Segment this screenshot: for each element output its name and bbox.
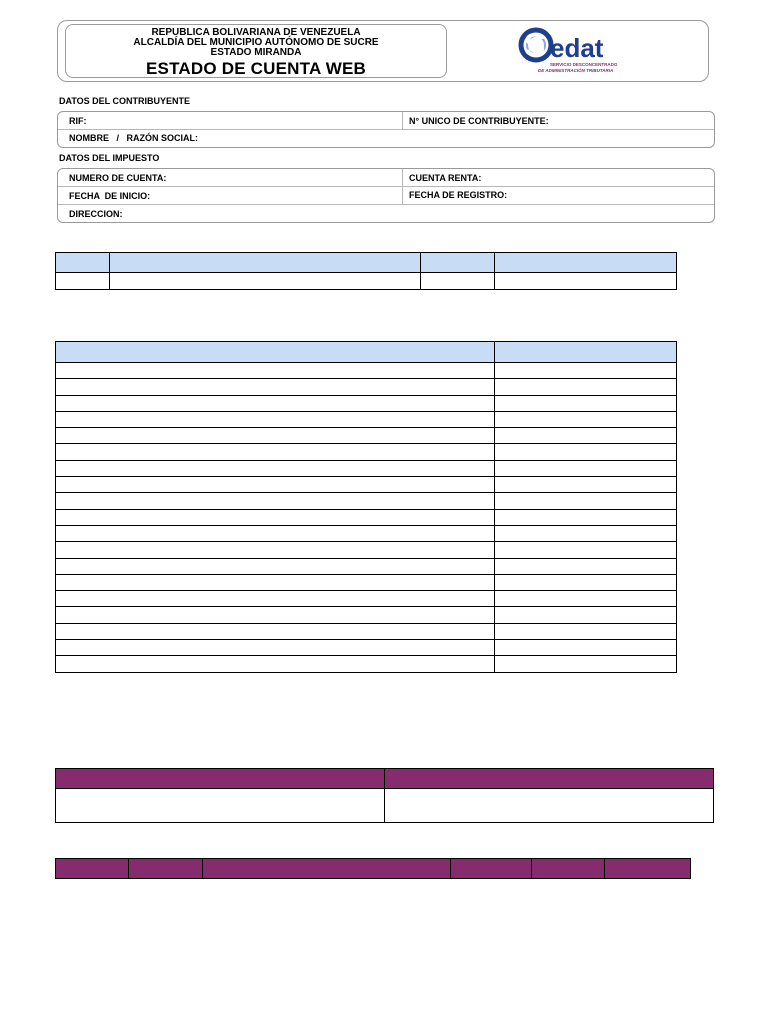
table-cell <box>56 273 110 290</box>
table-cell <box>56 428 495 444</box>
table-cell <box>56 411 495 427</box>
table-cell <box>495 411 677 427</box>
table-cell <box>56 460 495 476</box>
table-cell <box>56 509 495 525</box>
header-title-box <box>65 24 447 78</box>
header-line-estado: ESTADO MIRANDA <box>210 47 302 58</box>
table-header-row <box>56 769 714 789</box>
divider <box>58 129 714 130</box>
table-row <box>56 444 677 460</box>
table-cell <box>385 789 714 823</box>
divider <box>402 112 403 129</box>
table-cell <box>495 444 677 460</box>
logo-tagline-2: DE ADMINISTRACIÓN TRIBUTARIA <box>538 68 614 73</box>
table-row <box>56 640 677 656</box>
table-header-cell <box>56 342 495 363</box>
header-line-alcaldia: ALCALDÍA DEL MUNICIPIO AUTÓNOMO DE SUCRE <box>133 37 379 48</box>
table-row <box>56 428 677 444</box>
table-header-cell <box>495 342 677 363</box>
table-cell <box>56 493 495 509</box>
table-header-cell <box>605 859 691 879</box>
table-cell <box>495 525 677 541</box>
table-row <box>56 623 677 639</box>
table-cell <box>495 607 677 623</box>
table-header-cell <box>203 859 451 879</box>
table-cell <box>495 542 677 558</box>
table-cell <box>56 363 495 379</box>
table-cell <box>495 493 677 509</box>
table-cell <box>495 623 677 639</box>
sedat-logo-graphic <box>516 26 628 76</box>
table-header-cell <box>421 253 495 273</box>
table-row <box>56 273 677 290</box>
table-header-cell <box>451 859 532 879</box>
table-row <box>56 607 677 623</box>
page-title: ESTADO DE CUENTA WEB <box>146 59 366 78</box>
table-cell <box>56 444 495 460</box>
table-header-cell <box>56 859 129 879</box>
fecha-inicio-label: FECHA DE INICIO: <box>69 191 151 201</box>
numero-cuenta-label: NUMERO DE CUENTA: <box>69 173 167 183</box>
table-header-cell <box>110 253 421 273</box>
table-cell <box>56 591 495 607</box>
table-header-cell <box>495 253 677 273</box>
contribuyente-box <box>57 111 715 148</box>
divider <box>58 204 714 205</box>
sedat-logo <box>516 26 628 76</box>
table-header-row <box>56 342 677 363</box>
table-cell <box>110 273 421 290</box>
totals-table <box>55 768 714 823</box>
divider <box>58 186 714 187</box>
table-cell <box>495 656 677 672</box>
payments-table <box>55 858 691 879</box>
table-row <box>56 789 714 823</box>
table-cell <box>495 558 677 574</box>
table-row <box>56 525 677 541</box>
table-cell <box>495 460 677 476</box>
table-cell <box>421 273 495 290</box>
table-cell <box>56 525 495 541</box>
numero-unico-label: N° UNICO DE CONTRIBUYENTE: <box>409 116 549 126</box>
table-cell <box>495 640 677 656</box>
table-cell <box>56 542 495 558</box>
table-cell <box>56 574 495 590</box>
section-title-contribuyente: DATOS DEL CONTRIBUYENTE <box>59 96 191 106</box>
table-row <box>56 379 677 395</box>
table-header-row <box>56 859 691 879</box>
table-row <box>56 363 677 379</box>
cuenta-renta-label: CUENTA RENTA: <box>409 173 482 183</box>
table-row <box>56 574 677 590</box>
table-cell <box>56 477 495 493</box>
table-row <box>56 493 677 509</box>
table-cell <box>56 623 495 639</box>
table-cell <box>56 379 495 395</box>
logo-tagline-1: SERVICIO DESCONCENTRADO <box>550 62 618 67</box>
section-title-impuesto: DATOS DEL IMPUESTO <box>59 153 160 163</box>
table-row <box>56 411 677 427</box>
table-header-cell <box>129 859 203 879</box>
direccion-label: DIRECCION: <box>69 209 123 219</box>
table-cell <box>56 395 495 411</box>
table-cell <box>56 640 495 656</box>
table-cell <box>495 273 677 290</box>
table-cell <box>495 477 677 493</box>
table-row <box>56 477 677 493</box>
table-cell <box>56 607 495 623</box>
table-cell <box>495 379 677 395</box>
table-cell <box>495 428 677 444</box>
table-cell <box>495 574 677 590</box>
table-row <box>56 395 677 411</box>
table-row <box>56 656 677 672</box>
table-cell <box>56 558 495 574</box>
table-row <box>56 542 677 558</box>
table-cell <box>495 509 677 525</box>
impuesto-box <box>57 168 715 223</box>
table-header-cell <box>56 769 385 789</box>
table-row <box>56 509 677 525</box>
fecha-registro-label: FECHA DE REGISTRO: <box>409 190 508 200</box>
table-cell <box>56 789 385 823</box>
table-header-cell <box>532 859 605 879</box>
rif-label: RIF: <box>69 116 87 126</box>
logo-letter: S <box>524 27 546 63</box>
table-cell <box>495 363 677 379</box>
table-header-cell <box>385 769 714 789</box>
detail-table <box>55 341 677 673</box>
divider <box>402 169 403 204</box>
table-row <box>56 558 677 574</box>
table-cell <box>495 395 677 411</box>
table-header-cell <box>56 253 110 273</box>
table-row <box>56 591 677 607</box>
logo-wordmark: edat <box>550 33 604 63</box>
nombre-razon-social-label: NOMBRE / RAZÓN SOCIAL: <box>69 133 198 143</box>
table-cell <box>495 591 677 607</box>
table-header-row <box>56 253 677 273</box>
table-row <box>56 460 677 476</box>
table-cell <box>56 656 495 672</box>
summary-table <box>55 252 677 290</box>
header-line-republica: REPUBLICA BOLIVARIANA DE VENEZUELA <box>151 27 361 38</box>
